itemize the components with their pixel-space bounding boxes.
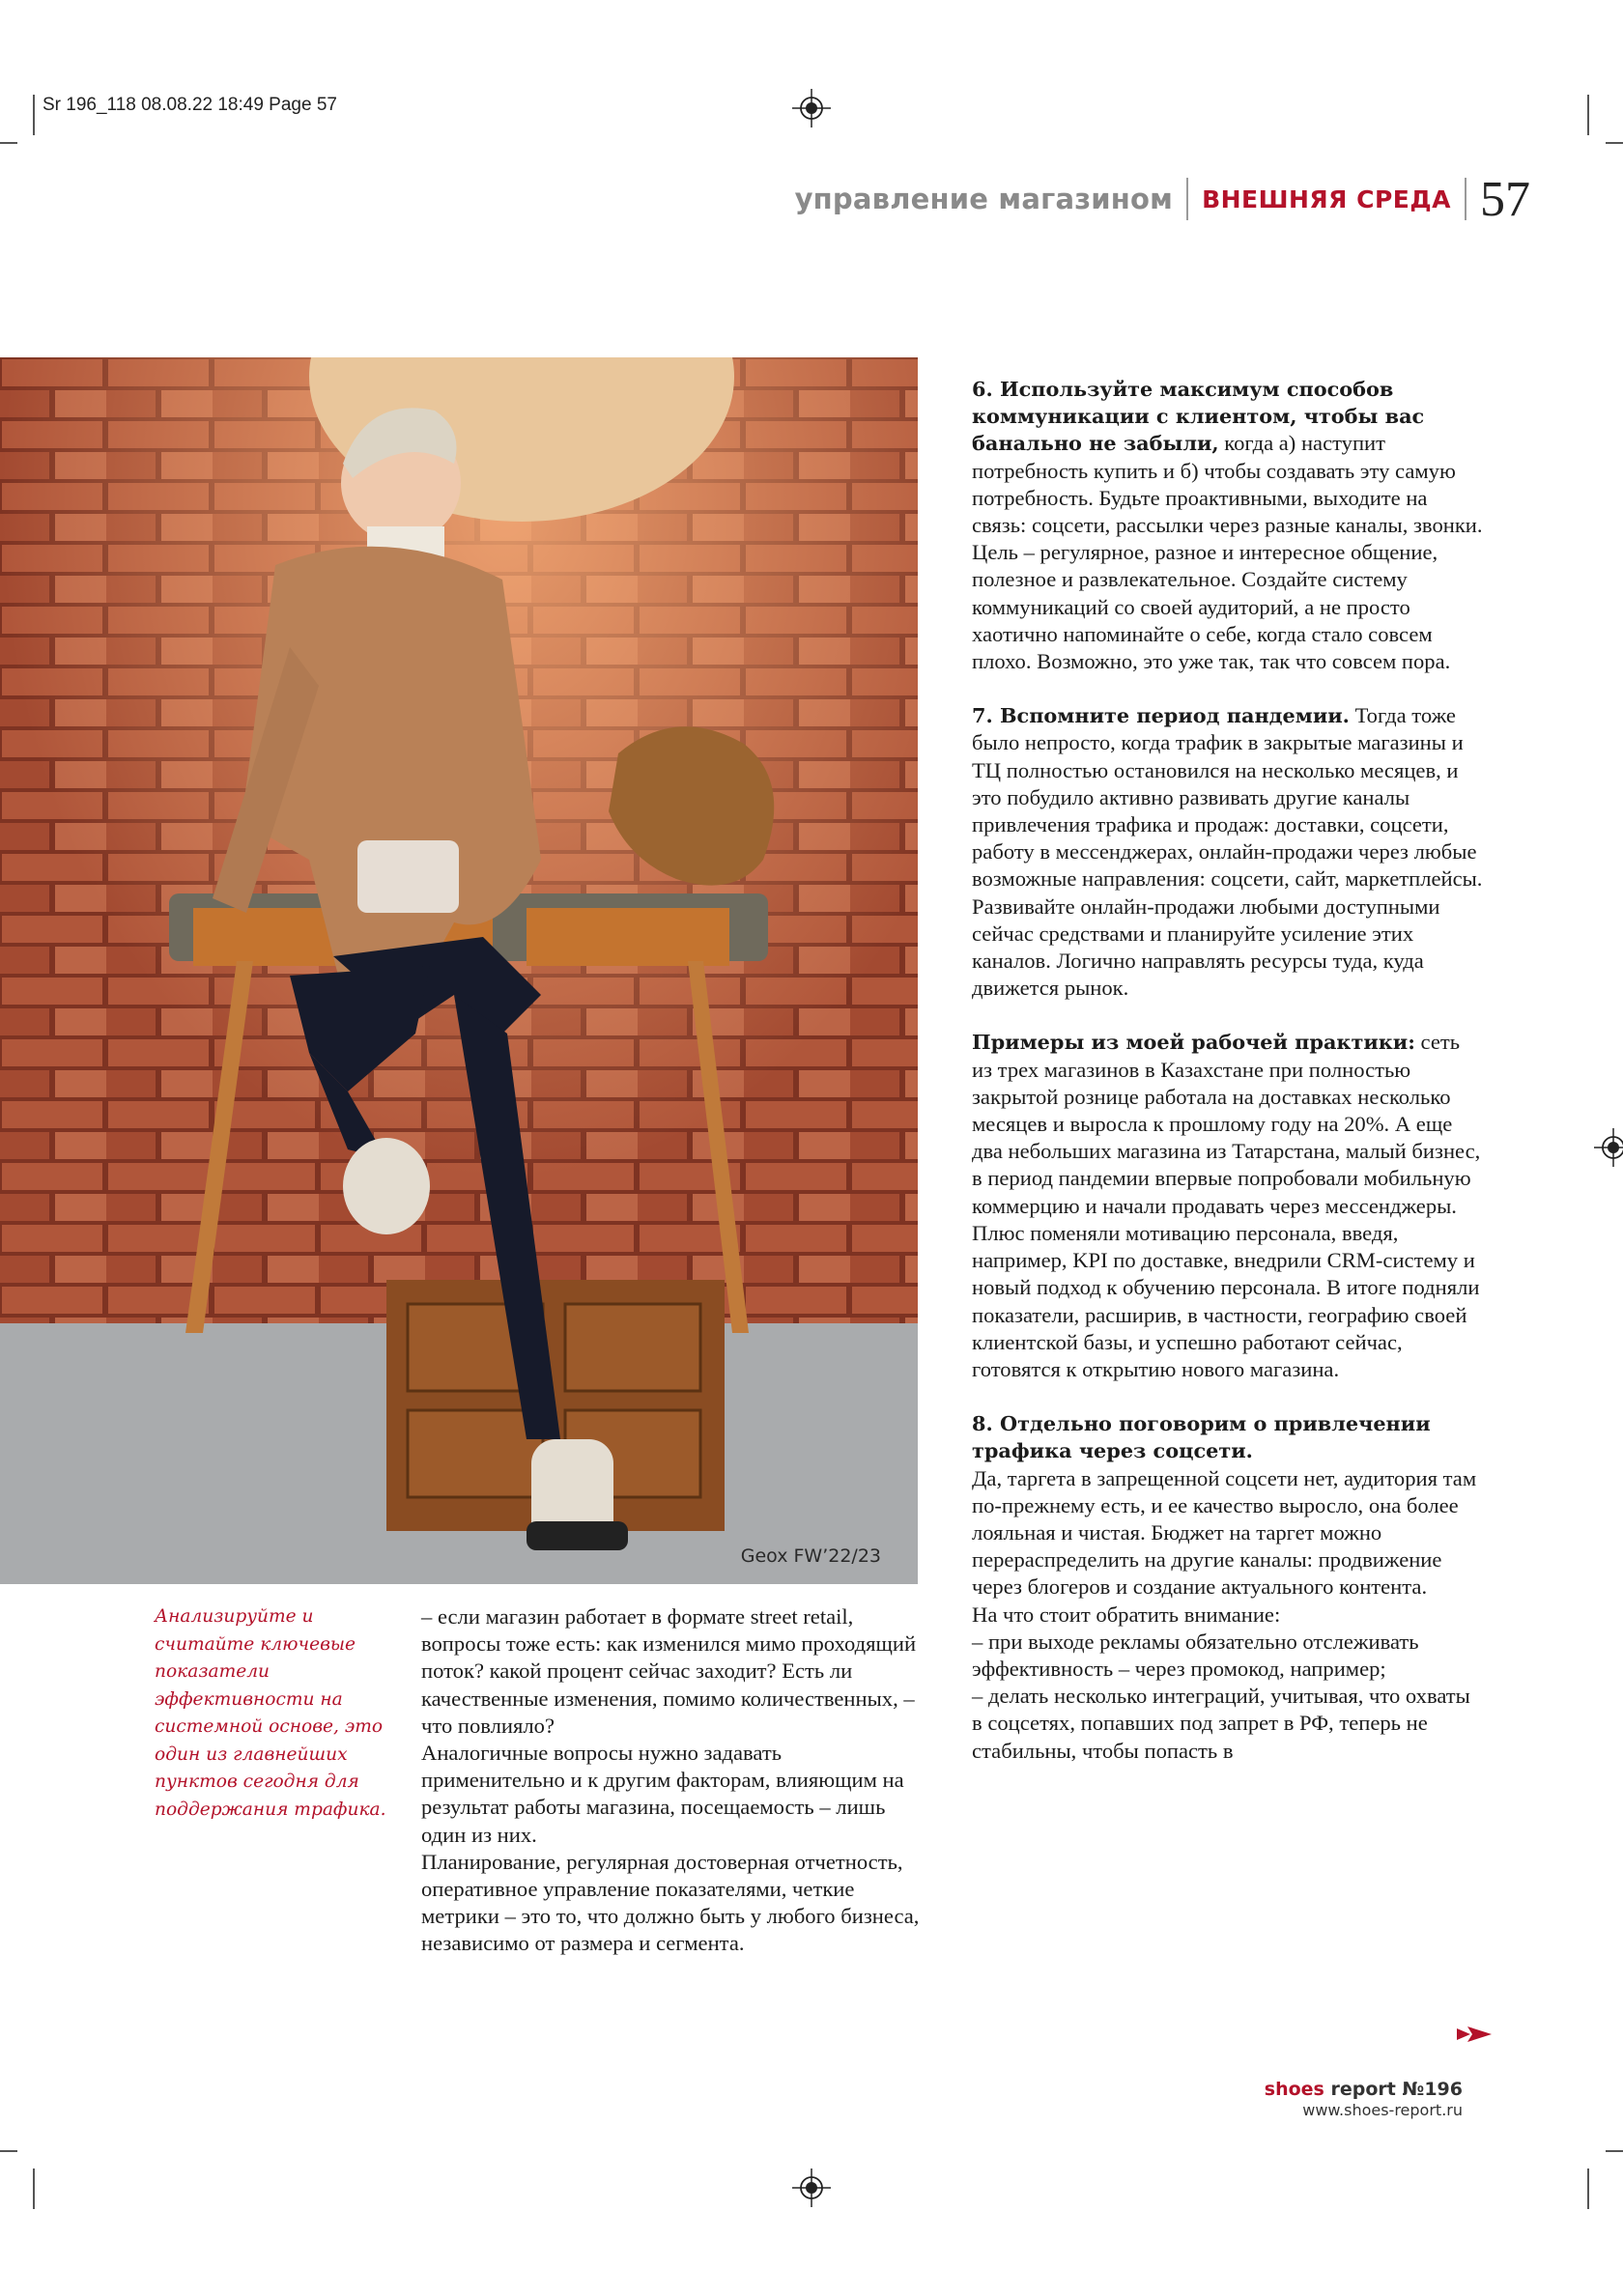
examples-heading: Примеры из моей рабочей практики: (972, 1030, 1415, 1055)
crop-mark (0, 2150, 17, 2152)
photo-credit: Geox FW’22/23 (740, 1545, 881, 1567)
registration-mark-icon (792, 2168, 831, 2207)
pull-caption: Анализируйте и считайте ключевые показатели эффективности на системной основе, это один из главнейших пунктов сегодня для поддержания трафика. (155, 1606, 386, 1820)
section-8-line: – делать несколько интеграций, учитывая, что охваты в соцсетях, попавших под запрет в РФ, теперь не стабильны, чтобы попасть в (972, 1684, 1470, 1763)
paragraph: Аналогичные вопросы нужно задавать применительно и к другим факторам, влияющим на результат работы магазина, посещаемость – лишь один из них. (421, 1741, 904, 1847)
section-6-body: когда а) наступит потребность купить и б) чтобы создавать эту самую потребность. Будьте проактивными, выходите на связь: соцсети, рассылки через разные каналы, звонки. Цель – регулярное, разное и интересное общение, полезное и развлекательное. Создайте систему коммуникаций со своей аудиторий, а не просто хаотично напоминайте о себе, когда стало совсем плохо. Возможно, это уже так, так что совсем пора. (972, 431, 1483, 674)
crop-mark (33, 2168, 35, 2209)
section-7-body: Тогда тоже было непросто, когда трафик в закрытые магазины и ТЦ полностью остановился на несколько месяцев, и это побудило активно развивать другие каналы привлечения трафика и продаж: доставки, соцсети, работу в мессенджерах, онлайн-продажи через любые возможные направления: соцсети, сайт, маркетплейсы. Развивайте онлайн-продажи любыми доступными сейчас средствами и планируйте усиление этих каналов. Логично направлять ресурсы туда, куда движется рынок. (972, 703, 1483, 1001)
section-8-line: На что стоит обратить внимание: (972, 1602, 1281, 1627)
continue-arrow-icon (1457, 2027, 1492, 2042)
printer-slug: Sr 196_118 08.08.22 18:49 Page 57 (43, 95, 337, 115)
page-footer (1265, 2079, 1463, 2119)
paragraph: – если магазин работает в формате street retail, вопросы тоже есть: как изменился мимо проходящий поток? какой процент сейчас заходит? Есть ли качественные изменения, помимо количественных, – что повлияло? (421, 1604, 917, 1738)
magazine-url: www.shoes-report.ru (1302, 2101, 1463, 2119)
rubric-title: ВНЕШНЯЯ СРЕДА (1202, 184, 1451, 213)
section-8-line: Да, таргета в запрещенной соцсети нет, аудитория там по-прежнему есть, и ее качество выросло, она более лояльная и чистая. Бюджет на таргет можно перераспределить на другие каналы: продвижение через блогеров и создание актуального контента. (972, 1465, 1477, 1600)
brand-shoes: shoes (1264, 2079, 1324, 2100)
registration-mark-icon (792, 89, 831, 128)
crop-mark (1587, 95, 1589, 135)
header-divider (1186, 178, 1188, 220)
right-column (972, 376, 1484, 1765)
brand-issue: report №196 (1324, 2079, 1463, 2100)
crop-mark (1606, 142, 1623, 144)
header-divider (1465, 178, 1466, 220)
section-6-heading: 6. Используйте максимум способов коммуникации с клиентом, чтобы вас банально не забыли, (972, 377, 1425, 456)
crop-mark (1606, 2150, 1623, 2152)
paragraph: Планирование, регулярная достоверная отчетность, оперативное управление показателями, четкие метрики – это то, что должно быть у любого бизнеса, независимо от размера и сегмента. (421, 1849, 920, 1956)
section-6 (972, 376, 1484, 675)
fashion-photo (0, 357, 918, 1584)
photo-illustration (0, 357, 918, 1584)
magazine-issue (1265, 2079, 1463, 2100)
crop-mark (1587, 2168, 1589, 2209)
examples-section (972, 1029, 1484, 1383)
registration-mark-icon (1594, 1128, 1623, 1167)
section-8-heading: 8. Отдельно поговорим о привлечении трафика через соцсети. (972, 1411, 1431, 1463)
crop-mark (33, 95, 35, 135)
section-7 (972, 702, 1484, 1002)
section-title: управление магазином (794, 183, 1174, 215)
page-number: 57 (1480, 171, 1530, 227)
section-8 (972, 1410, 1484, 1765)
middle-column (421, 1603, 924, 1985)
crop-mark (0, 142, 17, 144)
section-8-line: – при выходе рекламы обязательно отслеживать эффективность – через промокод, например; (972, 1629, 1419, 1681)
running-header (795, 172, 1530, 226)
examples-body: сеть из трех магазинов в Казахстане при полностью закрытой рознице работала на доставках несколько месяцев и выросла к прошлому году на 20%. А еще два небольших магазина из Татарстана, малый бизнес, в период пандемии впервые попробовали мобильную коммерцию и начали продавать через мессенджеры. Плюс поменяли мотивацию персонала, введя, например, KPI по доставке, внедрили CRM-систему и новый подход к обучению персонала. В итоге подняли показатели, расширив, в частности, географию своей клиентской базы, и успешно работают сейчас, готовятся к открытию нового магазина. (972, 1030, 1481, 1381)
section-7-heading: 7. Вспомните период пандемии. (972, 703, 1350, 728)
